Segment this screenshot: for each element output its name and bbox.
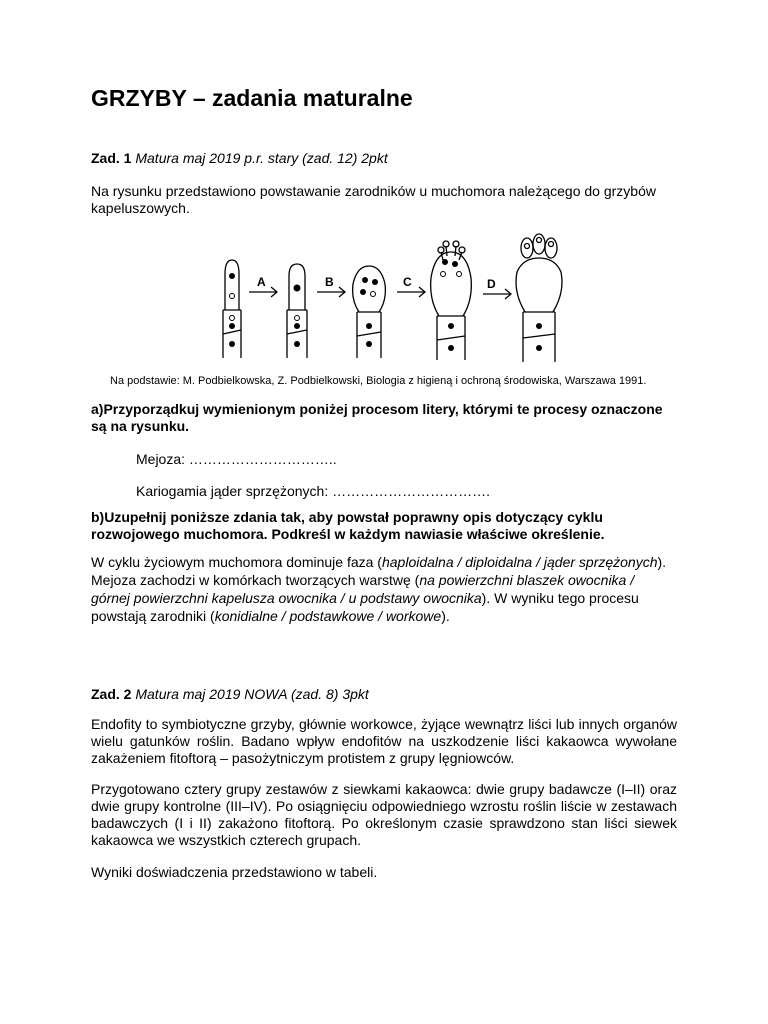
meiosis-answer-line: Mejoza: ………………………….. — [136, 451, 337, 467]
page-title: GRZYBY – zadania maturalne — [91, 85, 413, 111]
figure-label-b: B — [325, 275, 334, 289]
basidium-stage-1 — [225, 260, 239, 310]
sentence-text: ). — [441, 608, 450, 624]
basidium-stage-5 — [516, 258, 562, 312]
figure-label-c: C — [403, 275, 412, 289]
karyogamy-answer-line: Kariogamia jąder sprzężonych: ……………………………. — [136, 483, 490, 499]
task1-heading — [91, 150, 677, 167]
task2-paragraph-1: Endofity to symbiotyczne grzyby, głównie workowce, żyjące wewnątrz liści lub innych organów wielu gatunków roślin. Badano wpływ endofitów na uszkodzenie liści kakaowca wywołane zakażeniem fitoftorą – pasożytniczym protistem z grupy lęgniowców. — [91, 716, 677, 766]
part-a-line1: a)Przyporządkuj wymienionym poniżej procesom litery, którymi te procesy oznaczone — [91, 401, 663, 417]
task1-source: Matura maj 2019 p.r. stary (zad. 12) 2pkt — [135, 150, 388, 166]
part-a-line2: są na rysunku. — [91, 418, 190, 434]
basidium-stage-3 — [353, 266, 386, 312]
task2-label: Zad. 2 — [91, 686, 132, 702]
part-b-sentence-line3 — [91, 590, 677, 607]
task2-heading — [91, 686, 677, 703]
part-b-line1: b)Uzupełnij poniższe zdania tak, aby powstał poprawny opis dotyczący cyklu — [91, 509, 603, 525]
phase-options[interactable]: haploidalna / diploidalna / jąder sprzężonych — [381, 554, 658, 570]
part-b-sentence-line1 — [91, 554, 677, 571]
task2-paragraph-2: Przygotowano cztery grupy zestawów z siewkami kakaowca: dwie grupy badawcze (I–II) oraz dwie grupy kontrolne (III–IV). Po osiągnięciu odpowiedniego wzrostu roślin liście w zestawach badawczych (I i II) zakażono fitoftorą. Po określonym czasie sprawdzono stan liści siewek kakaowca we wszystkich czterech grupach. — [91, 781, 677, 848]
layer-options-part2[interactable]: górnej powierzchni kapelusza owocnika / u podstawy owocnika — [91, 590, 482, 606]
figure-caption: Na podstawie: M. Podbielkowska, Z. Podbielkowski, Biologia z higieną i ochroną środowiska, Warszawa 1991. — [110, 375, 647, 387]
basidium-figure — [205, 230, 575, 365]
part-b-sentence-line4 — [91, 608, 677, 625]
part-b-sentence-line2 — [91, 572, 677, 589]
task2-paragraph-3: Wyniki doświadczenia przedstawiono w tabeli. — [91, 864, 378, 880]
task1-label: Zad. 1 — [91, 150, 132, 166]
spore-options[interactable]: konidialne / podstawkowe / workowe — [214, 608, 442, 624]
sentence-text: ). — [657, 554, 667, 570]
task2-source: Matura maj 2019 NOWA (zad. 8) 3pkt — [135, 686, 369, 702]
part-b-line2: rozwojowego muchomora. Podkreśl w każdym nawiasie właściwe określenie. — [91, 526, 605, 542]
sentence-text: Mejoza zachodzi w komórkach tworzących warstwę ( — [91, 572, 420, 588]
figure-label-a: A — [257, 275, 266, 289]
sentence-text: powstają zarodniki ( — [91, 608, 215, 624]
layer-options-part1[interactable]: na powierzchni blaszek owocnika / — [419, 572, 635, 588]
task1-intro-line1: Na rysunku przedstawiono powstawanie zarodników u muchomora należącego do grzybów — [91, 183, 656, 199]
basidium-stage-4 — [431, 252, 472, 316]
basidium-drawing — [205, 230, 575, 365]
figure-label-d: D — [487, 277, 496, 291]
sentence-text: W cyklu życiowym muchomora dominuje faza ( — [91, 554, 382, 570]
task1-intro-line2: kapeluszowych. — [91, 200, 190, 216]
sentence-text: ). W wyniku tego procesu — [481, 590, 639, 606]
